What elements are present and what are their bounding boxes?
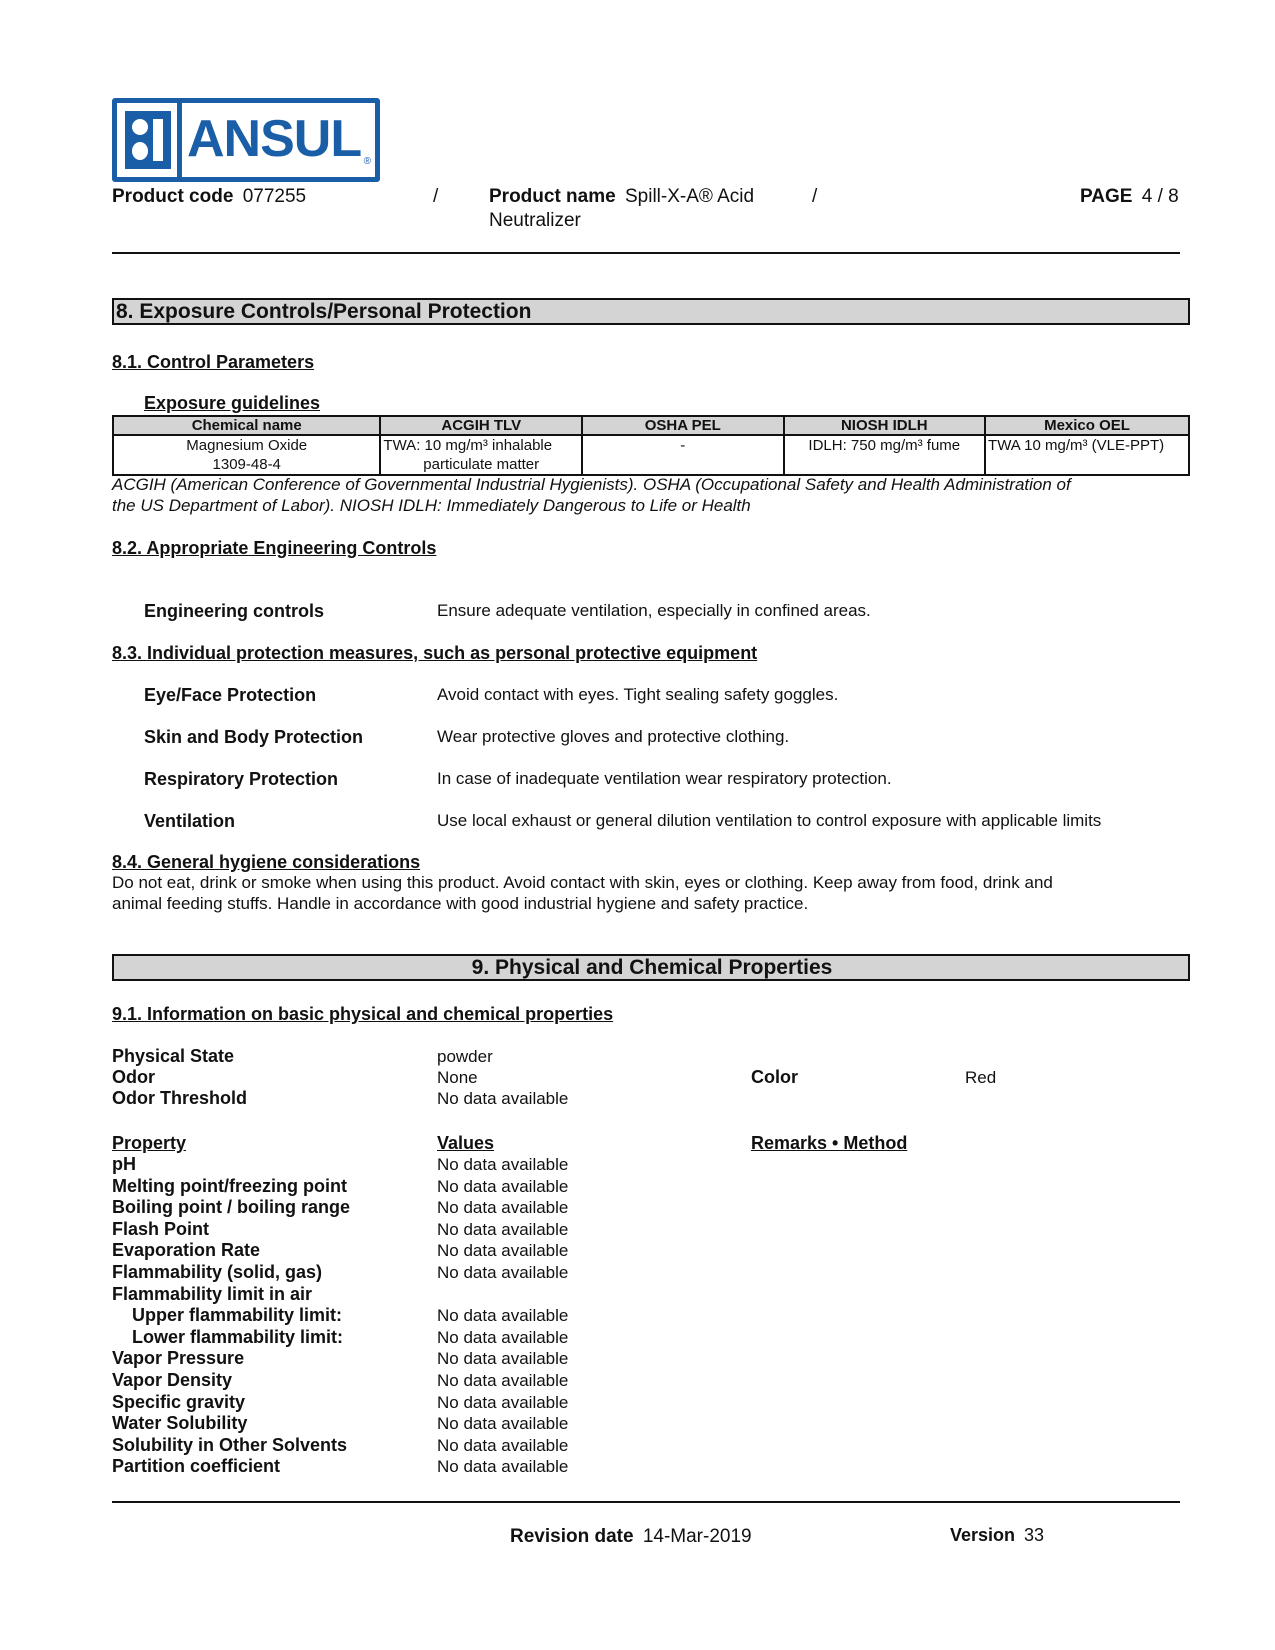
- table-header: NIOSH IDLH: [784, 416, 986, 435]
- eye-protection-value: Avoid contact with eyes. Tight sealing safety goggles.: [437, 685, 839, 704]
- property-label: Flammability limit in air: [112, 1283, 313, 1304]
- hygiene-text-line1: Do not eat, drink or smoke when using this product. Avoid contact with skin, eyes or clothing. Keep away from food, drink and: [112, 873, 1053, 892]
- ansul-mark-icon: [125, 111, 171, 169]
- property-label: Water Solubility: [112, 1413, 248, 1434]
- table-note-line1: ACGIH (American Conference of Governmental Industrial Hygienists). OSHA (Occupational Safety and Health Administration of: [112, 475, 1071, 494]
- section-8-title: 8. Exposure Controls/Personal Protection: [112, 298, 1190, 325]
- hygiene-text-line2: animal feeding stuffs. Handle in accordance with good industrial hygiene and safety practice.: [112, 894, 809, 913]
- property-label: Specific gravity: [112, 1391, 246, 1412]
- version: [950, 1525, 1044, 1546]
- property-label: Evaporation Rate: [112, 1240, 261, 1261]
- product-name-value-line2: Neutralizer: [489, 210, 581, 231]
- table-header: Mexico OEL: [985, 416, 1189, 435]
- table-note-line2: the US Department of Labor). NIOSH IDLH: Immediately Dangerous to Life or Health: [112, 496, 751, 515]
- property-label: Vapor Density: [112, 1370, 233, 1390]
- page-value: 4 / 8: [1141, 186, 1179, 207]
- property-label: Flash Point: [112, 1218, 210, 1239]
- revision-date-label: Revision date: [510, 1526, 634, 1547]
- property-value: No data available: [437, 1155, 569, 1174]
- table-row: [113, 435, 1189, 475]
- product-name-value: Spill-X-A® Acid: [624, 186, 755, 207]
- subsection-8-3-title: 8.3. Individual protection measures, such as personal protective equipment: [112, 643, 758, 663]
- property-value: No data available: [437, 1349, 569, 1369]
- physical-state-value: powder: [437, 1047, 493, 1066]
- property-column-header: Property: [112, 1133, 187, 1153]
- values-column-header: Values: [437, 1133, 495, 1153]
- exposure-guidelines-title: Exposure guidelines: [144, 393, 321, 413]
- exposure-table: [112, 415, 1190, 476]
- property-label: Partition coefficient: [112, 1456, 281, 1477]
- table-cell-mexico: TWA 10 mg/m³ (VLE-PPT): [985, 435, 1189, 475]
- property-value: No data available: [437, 1176, 569, 1196]
- respiratory-protection-value: In case of inadequate ventilation wear respiratory protection.: [437, 769, 892, 788]
- table-cell-chemical: [113, 435, 380, 475]
- acgih-line1: TWA: 10 mg/m³ inhalable: [383, 437, 553, 454]
- subsection-9-1-title: 9.1. Information on basic physical and chemical properties: [112, 1004, 614, 1024]
- table-header: Chemical name: [113, 416, 380, 435]
- ventilation-value: Use local exhaust or general dilution ventilation to control exposure with applicable limits: [437, 811, 1102, 830]
- property-label: pH: [112, 1154, 136, 1174]
- respiratory-protection-label: Respiratory Protection: [144, 769, 339, 789]
- property-value: No data available: [437, 1435, 569, 1455]
- property-value: No data available: [437, 1457, 569, 1477]
- skin-protection-label: Skin and Body Protection: [144, 727, 364, 747]
- property-value: No data available: [437, 1263, 569, 1282]
- product-code: [112, 186, 306, 208]
- table-cell-osha: -: [582, 435, 784, 475]
- version-label: Version: [950, 1525, 1016, 1545]
- subsection-8-2-title: 8.2. Appropriate Engineering Controls: [112, 538, 437, 558]
- engineering-controls-label: Engineering controls: [144, 601, 325, 621]
- odor-value: None: [437, 1068, 478, 1087]
- physical-state-label: Physical State: [112, 1046, 235, 1066]
- header-separator: /: [812, 186, 818, 207]
- subsection-8-1-title: 8.1. Control Parameters: [112, 352, 315, 372]
- property-value: No data available: [437, 1306, 569, 1326]
- odor-threshold-label: Odor Threshold: [112, 1088, 247, 1108]
- version-value: 33: [1024, 1525, 1045, 1545]
- remarks-column-header: Remarks • Method: [751, 1133, 908, 1153]
- skin-protection-value: Wear protective gloves and protective clothing.: [437, 727, 790, 746]
- product-code-value: 077255: [242, 186, 307, 207]
- odor-threshold-value: No data available: [437, 1089, 569, 1108]
- page-label: PAGE: [1080, 186, 1133, 207]
- product-code-label: Product code: [112, 186, 234, 207]
- property-value: No data available: [437, 1241, 569, 1261]
- property-label: Upper flammability limit:: [132, 1305, 343, 1326]
- page-number: [1080, 186, 1179, 208]
- property-label: Flammability (solid, gas): [112, 1262, 323, 1282]
- subsection-8-4-title: 8.4. General hygiene considerations: [112, 852, 421, 872]
- header-separator: /: [433, 186, 439, 207]
- engineering-controls-value: Ensure adequate ventilation, especially in confined areas.: [437, 601, 871, 620]
- color-value: Red: [965, 1068, 997, 1087]
- color-label: Color: [751, 1067, 798, 1087]
- property-value: No data available: [437, 1371, 569, 1390]
- table-header-row: [113, 416, 1189, 435]
- revision-date: [510, 1526, 752, 1548]
- revision-date-value: 14-Mar-2019: [642, 1526, 752, 1547]
- cas-number: 1309-48-4: [212, 456, 281, 473]
- acgih-line2: particulate matter: [423, 456, 540, 473]
- header-divider: [112, 252, 1180, 254]
- table-cell-acgih: [380, 435, 582, 475]
- eye-protection-label: Eye/Face Protection: [144, 685, 317, 705]
- table-cell-niosh: IDLH: 750 mg/m³ fume: [784, 435, 986, 475]
- table-header: ACGIH TLV: [380, 416, 582, 435]
- logo-wordmark: ANSUL: [187, 110, 362, 168]
- product-name: [489, 186, 754, 208]
- property-label: Vapor Pressure: [112, 1348, 245, 1369]
- property-label: Boiling point / boiling range: [112, 1197, 350, 1218]
- property-value: No data available: [437, 1198, 569, 1218]
- table-header: OSHA PEL: [582, 416, 784, 435]
- property-value: No data available: [437, 1392, 569, 1412]
- registered-mark-icon: ®: [363, 156, 371, 167]
- chemical-name: Magnesium Oxide: [186, 437, 308, 454]
- property-label: Melting point/freezing point: [112, 1175, 347, 1196]
- property-value: No data available: [437, 1219, 569, 1239]
- property-label: Solubility in Other Solvents: [112, 1434, 348, 1455]
- ventilation-label: Ventilation: [144, 811, 236, 831]
- footer-divider: [112, 1501, 1180, 1503]
- section-9-title: 9. Physical and Chemical Properties: [112, 954, 1190, 981]
- property-value: No data available: [437, 1327, 569, 1347]
- ansul-logo: [112, 98, 380, 182]
- property-label: Lower flammability limit:: [132, 1326, 344, 1347]
- property-value: No data available: [437, 1414, 569, 1434]
- odor-label: Odor: [112, 1067, 155, 1087]
- product-name-label: Product name: [489, 186, 616, 207]
